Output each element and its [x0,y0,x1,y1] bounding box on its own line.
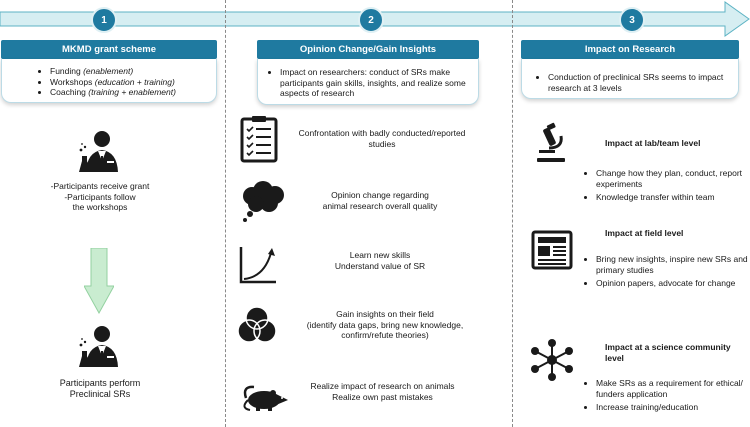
col1-receive-text: -Participants receive grant -Participants follow the workshops [50,181,150,212]
col2-box-text: • Impact on researchers: conduct of SRs make participants gain skills, insights, and realize some aspects of research [280,67,470,99]
venn-diagram-icon [236,305,278,345]
level-title: Impact at lab/team level [605,138,701,148]
col1-header: MKMD grant scheme [1,40,217,59]
level-bullets [582,378,750,416]
level-bullet: • Bring new insights, inspire new SRs and primary studies [596,254,750,275]
col1-item: • Coaching (training + enablement) [50,87,216,98]
level-bullet: • Opinion papers, advocate for change [596,278,750,289]
level-bullets [582,168,750,206]
col2-box [257,59,479,105]
level-bullet: • Change how they plan, conduct, report experiments [596,168,750,189]
scientist-icon [76,323,122,369]
level-bullets [582,254,750,292]
column-divider [512,0,513,427]
step-number-1: 1 [91,7,117,33]
level-bullet: • Make SRs as a requirement for ethical/ funders application [596,378,750,399]
level-title: Impact at a science community level [605,342,731,363]
step-number-2: 2 [358,7,384,33]
level-bullet: • Increase training/education [596,402,750,413]
col1-item: • Funding (enablement) [50,66,216,77]
column-divider [225,0,226,427]
level-bullet: • Knowledge transfer within team [596,192,750,203]
col3-header: Impact on Research [521,40,739,59]
col1-box [1,59,217,103]
col3-box-text: • Conduction of preclinical SRs seems to impact research at 3 levels [548,72,730,93]
level-title: Impact at field level [605,228,684,238]
growth-curve-icon [238,245,278,285]
col2-row-text: Gain insights on their field (identify data gaps, bring new knowledge, confirm/refute theories) [306,309,464,340]
col1-item: • Workshops (education + training) [50,77,216,88]
col3-box [521,59,739,99]
network-icon [528,338,576,382]
col2-row-text: Realize impact of research on animals Realize own past mistakes [310,381,455,402]
rat-icon [236,378,290,414]
microscope-icon [535,122,567,164]
col2-row-text: Learn new skills Understand value of SR [334,250,426,271]
col2-header: Opinion Change/Gain Insights [257,40,479,59]
down-arrow [84,248,114,314]
col1-perform-text: Participants perform Preclinical SRs [59,378,141,399]
scientist-icon [76,128,122,174]
thought-cloud-icon [238,180,288,224]
col2-row-text: Opinion change regarding animal research overall quality [322,190,438,211]
step-number-3: 3 [619,7,645,33]
clipboard-checklist-icon [240,115,278,163]
newspaper-icon [531,230,573,270]
col2-row-text: Confrontation with badly conducted/reported studies [298,128,466,149]
